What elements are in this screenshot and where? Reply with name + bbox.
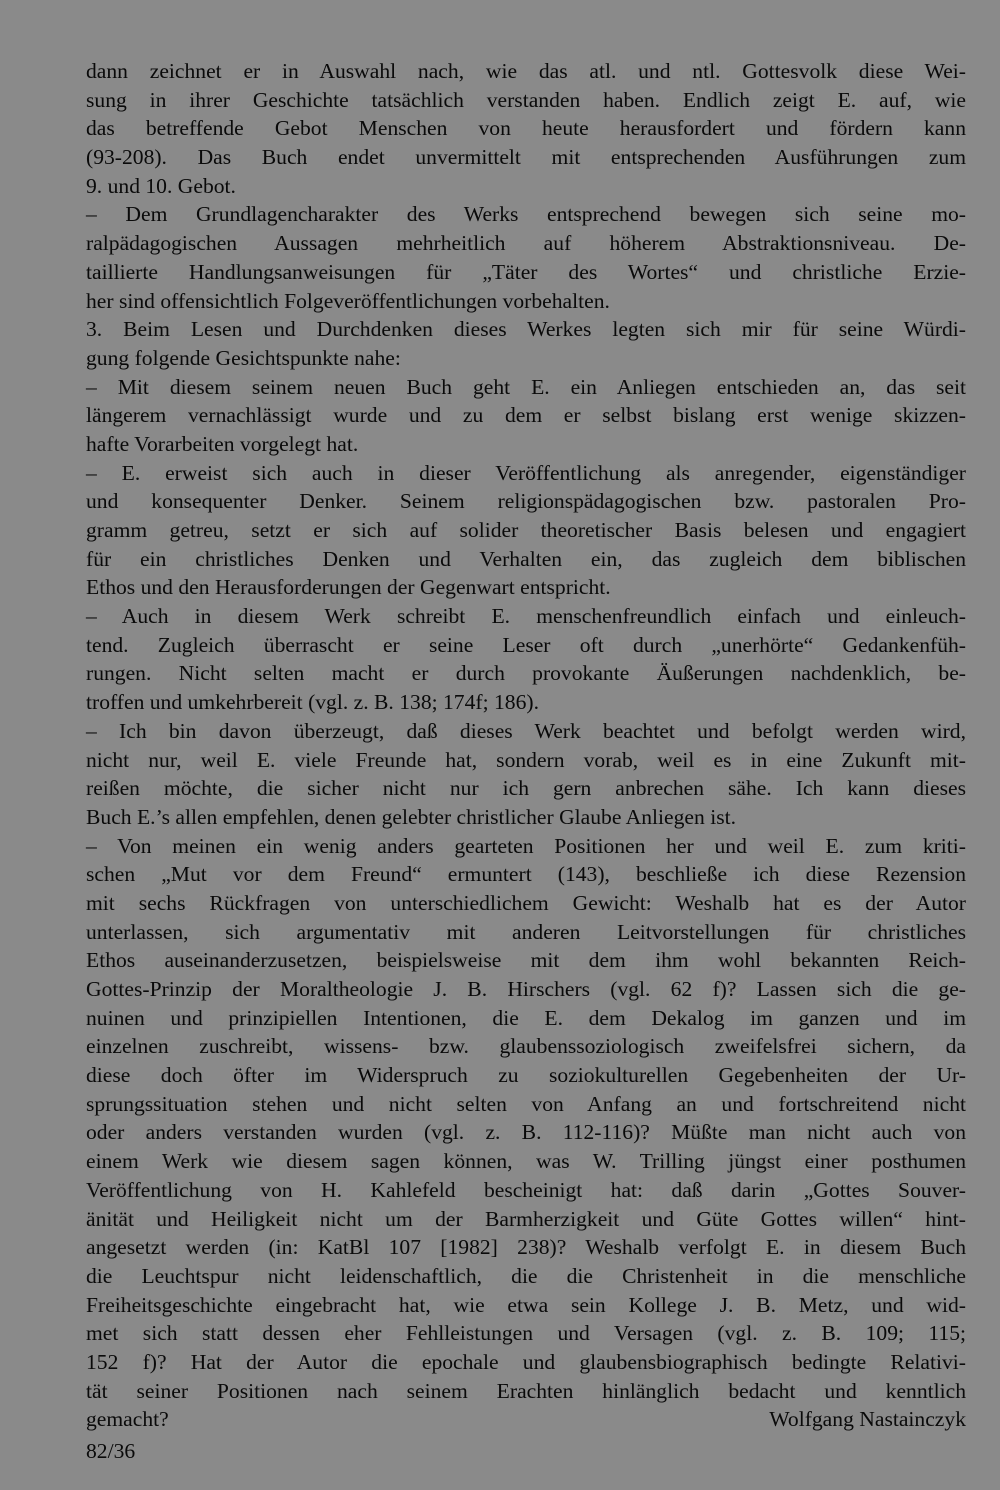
- text-line: hafte Vorarbeiten vorgelegt hat.: [86, 431, 359, 456]
- text-line: taillierte Handlungsanweisungen für „Täter des Wortes“ und christliche Erzie-: [86, 259, 966, 284]
- text-line: diese doch öfter im Widerspruch zu soziokulturellen Gegebenheiten der Ur-: [86, 1063, 966, 1088]
- text-line: oder anders verstanden wurden (vgl. z. B. 112-116)? Müßte man nicht auch von: [86, 1120, 966, 1145]
- text-line: Ethos und den Herausforderungen der Gegenwart entspricht.: [86, 575, 611, 600]
- text-line: Ethos auseinanderzusetzen, beispielsweise mit dem ihm wohl bekannten Reich-: [86, 948, 966, 973]
- text-line: tät seiner Positionen nach seinem Erachten hinlänglich bedacht und kenntlich: [86, 1378, 966, 1403]
- text-line: gung folgende Gesichtspunkte nahe:: [86, 345, 401, 370]
- text-line: angesetzt werden (in: KatBl 107 [1982] 238)? Weshalb verfolgt E. in diesem Buch: [86, 1235, 966, 1260]
- text-line: das betreffende Gebot Menschen von heute herausfordert und fördern kann: [86, 116, 966, 141]
- text-line: und konsequenter Denker. Seinem religionspädagogischen bzw. pastoralen Pro-: [86, 489, 966, 514]
- text-line: nuinen und prinzipiellen Intentionen, die E. dem Dekalog im ganzen und im: [86, 1005, 966, 1030]
- text-line: – Mit diesem seinem neuen Buch geht E. ein Anliegen entschieden an, das seit: [86, 374, 966, 399]
- text-line: nicht nur, weil E. viele Freunde hat, sondern vorab, weil es in eine Zukunft mit-: [86, 747, 966, 772]
- closing-line: [86, 1405, 966, 1434]
- text-line: – Dem Grundlagencharakter des Werks entsprechend bewegen sich seine mo-: [86, 202, 966, 227]
- text-line: tend. Zugleich überrascht er seine Leser oft durch „unerhörte“ Gedankenfüh-: [86, 632, 966, 657]
- text-line: 152 f)? Hat der Autor die epochale und glaubensbiographisch bedingte Relativi-: [86, 1349, 966, 1374]
- text-line: die Leuchtspur nicht leidenschaftlich, die die Christenheit in die menschliche: [86, 1263, 966, 1288]
- text-line: dann zeichnet er in Auswahl nach, wie das atl. und ntl. Gottesvolk diese Wei-: [86, 59, 966, 83]
- text-line: einem Werk wie diesem sagen können, was W. Trilling jüngst einer posthumen: [86, 1149, 966, 1174]
- text-line: – Ich bin davon überzeugt, daß dieses Werk beachtet und befolgt werden wird,: [86, 718, 966, 743]
- text-line: sprungssituation stehen und nicht selten von Anfang an und fortschreitend nicht: [86, 1091, 966, 1116]
- closing-text: gemacht?: [86, 1407, 169, 1432]
- text-line: einzelnen zuschreibt, wissens- bzw. glaubenssoziologisch zweifelsfrei sichern, da: [86, 1034, 966, 1059]
- text-line: Gottes-Prinzip der Moraltheologie J. B. Hirschers (vgl. 62 f)? Lassen sich die ge-: [86, 977, 966, 1001]
- text-line: reißen möchte, die sicher nicht nur ich gern anbrechen sähe. Ich kann dieses: [86, 776, 966, 801]
- text-line: her sind offensichtlich Folgeveröffentlichungen vorbehalten.: [86, 288, 610, 313]
- text-line: met sich statt dessen eher Fehlleistungen und Versagen (vgl. z. B. 109; 115;: [86, 1321, 966, 1346]
- text-line: gramm getreu, setzt er sich auf solider theoretischer Basis belesen und engagiert: [86, 518, 966, 542]
- text-line: rungen. Nicht selten macht er durch provokante Äußerungen nachdenklich, be-: [86, 661, 966, 686]
- text-line: 3. Beim Lesen und Durchdenken dieses Werkes legten sich mir für seine Würdi-: [86, 317, 966, 342]
- text-line: (93-208). Das Buch endet unvermittelt mit entsprechenden Ausführungen zum: [86, 145, 966, 170]
- text-line: längerem vernachlässigt wurde und zu dem er selbst bislang erst wenige skizzen-: [86, 403, 966, 428]
- text-line: schen „Mut vor dem Freund“ ermuntert (143), beschließe ich diese Rezension: [86, 862, 966, 887]
- text-line: sung in ihrer Geschichte tatsächlich verstanden haben. Endlich zeigt E. auf, wie: [86, 87, 966, 112]
- text-line: Buch E.’s allen empfehlen, denen gelebter christlicher Glaube Anliegen ist.: [86, 804, 736, 829]
- page-number: 82/36: [86, 1439, 136, 1463]
- text-line: 9. und 10. Gebot.: [86, 173, 236, 198]
- text-line: troffen und umkehrbereit (vgl. z. B. 138; 174f; 186).: [86, 690, 539, 715]
- text-line: ralpädagogischen Aussagen mehrheitlich auf höherem Abstraktionsniveau. De-: [86, 231, 966, 256]
- text-line: – E. erweist sich auch in dieser Veröffentlichung als anregender, eigenständiger: [86, 460, 966, 485]
- text-line: für ein christliches Denken und Verhalten ein, das zugleich dem biblischen: [86, 546, 966, 571]
- text-line: Veröffentlichung von H. Kahlefeld bescheinigt hat: daß darin „Gottes Souver-: [86, 1177, 966, 1202]
- text-line: mit sechs Rückfragen von unterschiedlichem Gewicht: Weshalb hat es der Autor: [86, 890, 966, 915]
- text-line: – Von meinen ein wenig anders gearteten Positionen her und weil E. zum kriti-: [86, 833, 966, 858]
- text-line: unterlassen, sich argumentativ mit anderen Leitvorstellungen für christliches: [86, 919, 966, 944]
- text-line: änität und Heiligkeit nicht um der Barmherzigkeit und Güte Gottes willen“ hint-: [86, 1206, 966, 1231]
- text-line: Freiheitsgeschichte eingebracht hat, wie etwa sein Kollege J. B. Metz, und wid-: [86, 1292, 966, 1317]
- body-text: [86, 57, 966, 1434]
- author-signature: Wolfgang Nastainczyk: [769, 1407, 966, 1432]
- text-line: – Auch in diesem Werk schreibt E. menschenfreundlich einfach und einleuch-: [86, 604, 966, 629]
